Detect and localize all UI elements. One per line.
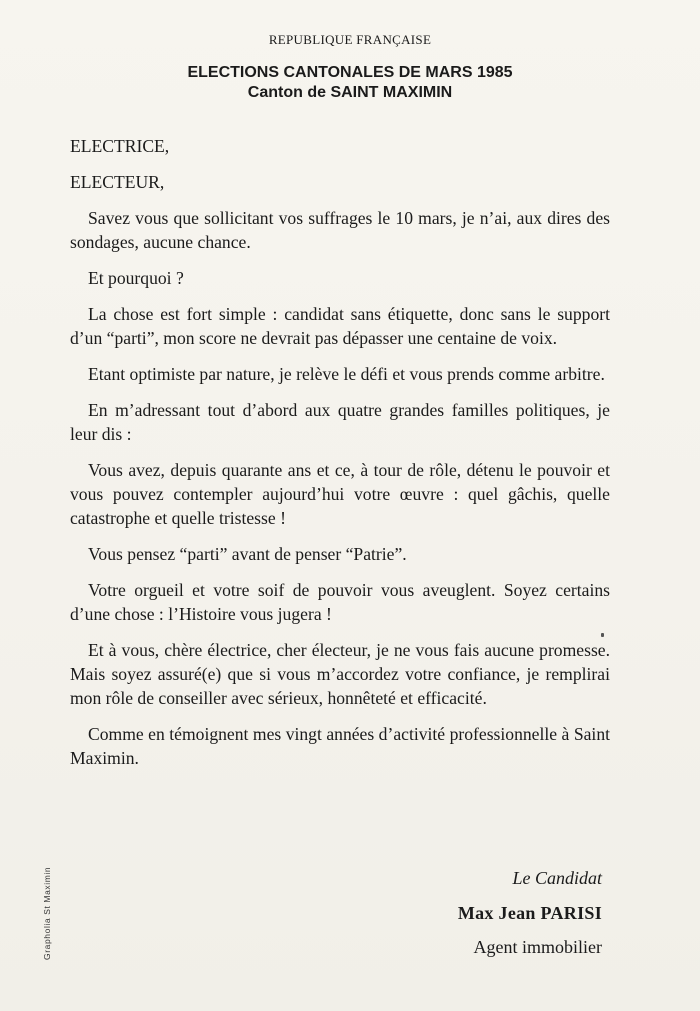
election-title: ELECTIONS CANTONALES DE MARS 1985 — [187, 64, 513, 81]
printer-credit: Grapholia St Maximin — [42, 866, 52, 960]
letter-body — [70, 134, 610, 782]
salutation-line: ELECTEUR, — [70, 172, 165, 192]
signature-name: Max Jean PARISI — [457, 903, 602, 923]
paragraph: En m’adressant tout d’abord aux quatre grandes familles politiques, je leur dis : — [70, 400, 610, 444]
republic-heading: REPUBLIQUE FRANÇAISE — [268, 32, 432, 47]
paragraph: Et pourquoi ? — [88, 268, 184, 288]
paragraph: La chose est fort simple : candidat sans étiquette, donc sans le support d’un “parti”, mon score ne devrait pas dépasser une centaine de voix. — [70, 304, 610, 348]
paragraph: Votre orgueil et votre soif de pouvoir vous aveuglent. Soyez certains d’une chose : l’Histoire vous jugera ! — [70, 580, 610, 624]
paper-speck — [601, 633, 604, 637]
paragraph: Et à vous, chère électrice, cher électeur, je ne vous fais aucune promesse. Mais soyez assuré(e) que si vous m’accordez votre confiance, je remplirai mon rôle de conseiller avec sérieux, honnêteté et efficacité. — [70, 640, 610, 708]
paragraph: Vous pensez “parti” avant de penser “Patrie”. — [88, 544, 407, 564]
paragraph: Etant optimiste par nature, je relève le défi et vous prends comme arbitre. — [88, 364, 605, 384]
canton-subtitle: Canton de SAINT MAXIMIN — [247, 84, 453, 101]
signature-role: Le Candidat — [512, 868, 602, 888]
salutation-line: ELECTRICE, — [70, 136, 170, 156]
paragraph: Savez vous que sollicitant vos suffrages le 10 mars, je n’ai, aux dires des sondages, aucune chance. — [70, 208, 610, 252]
paragraph: Vous avez, depuis quarante ans et ce, à tour de rôle, détenu le pouvoir et vous pouvez contempler aujourd’hui votre œuvre : quel gâchis, quelle catastrophe et quelle tristesse ! — [70, 460, 610, 528]
signature-profession: Agent immobilier — [473, 937, 602, 957]
paragraph: Comme en témoignent mes vingt années d’activité professionnelle à Saint Maximin. — [70, 724, 610, 768]
